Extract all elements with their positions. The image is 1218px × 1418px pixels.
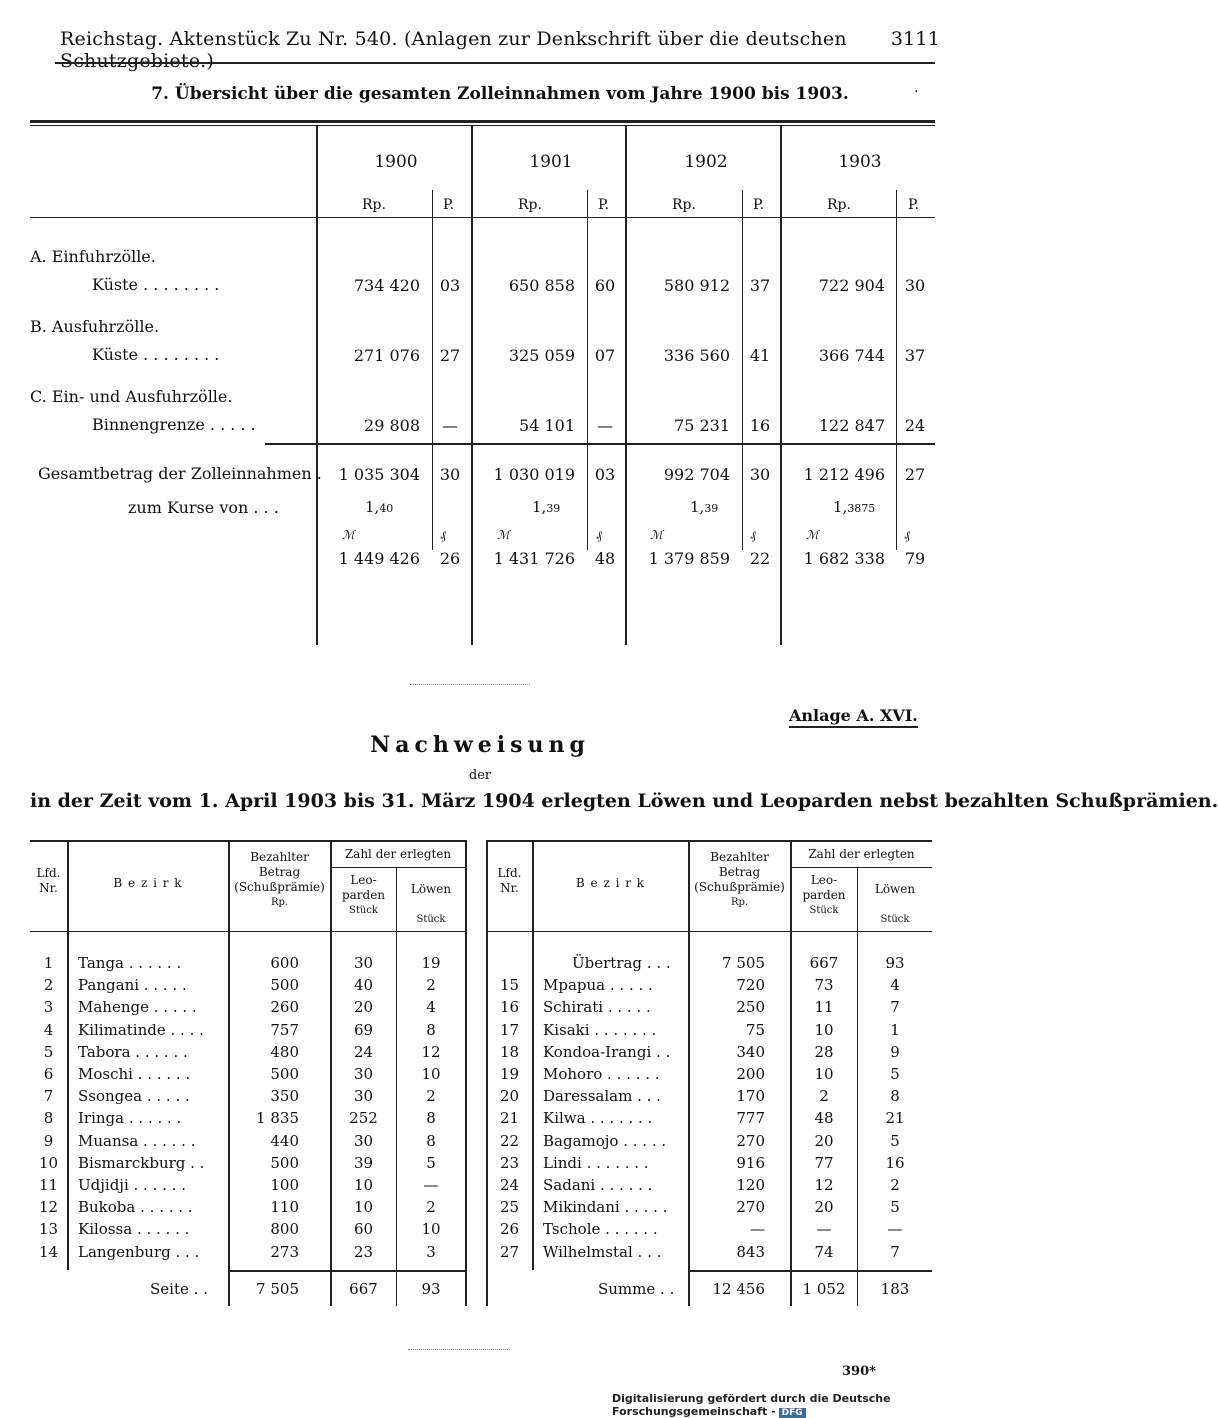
row-number: 24 [499, 1176, 520, 1194]
row-betrag: 480 [270, 1042, 299, 1061]
mark-total: 1 682 338 [803, 549, 885, 568]
pfennig-sign: ₰ [440, 528, 446, 542]
year-header: 1902 [684, 152, 728, 172]
row-betrag: — [750, 1220, 765, 1239]
year-header: 1900 [374, 152, 418, 172]
row-bezirk: Iringa . . . . . . [78, 1109, 182, 1128]
row-number: 21 [499, 1109, 520, 1128]
value-rp: 54 101 [519, 416, 575, 435]
col-line [780, 125, 782, 645]
digitization-credit [612, 1392, 1000, 1418]
running-header-title: Reichstag. Aktenstück Zu Nr. 540. (Anlagen zur Denkschrift über die deutschen Schutzgebiete.) [60, 28, 847, 72]
value-rp: 580 912 [663, 276, 730, 295]
row-loewen: 5 [890, 1198, 900, 1217]
row-bezirk: Bismarckburg . . [78, 1153, 205, 1172]
head-loewen: Löwen Stück [874, 882, 916, 925]
head-zahl: Zahl der erlegten [808, 847, 915, 861]
row-loewen: 2 [426, 1198, 436, 1217]
head-leoparden: Leo- parden Stück [341, 873, 386, 916]
row-loewen: 1 [890, 1020, 900, 1039]
row-number: 15 [499, 976, 520, 995]
row-bezirk: Kondoa-Irangi . . [543, 1042, 671, 1061]
value-rp: 366 744 [818, 346, 885, 365]
unit-p: P. [443, 197, 455, 213]
row-loewen: 16 [885, 1153, 905, 1172]
subhead-rule [331, 867, 465, 868]
row-bezirk: Pangani . . . . . [78, 976, 187, 995]
table-sum-rule [265, 443, 935, 445]
row-leoparden: 73 [814, 976, 834, 995]
row-bezirk: Übertrag . . . [572, 954, 671, 972]
row-number: 14 [38, 1242, 59, 1261]
row-betrag: 270 [736, 1131, 765, 1150]
row-betrag: 843 [736, 1242, 765, 1261]
row-leoparden: 20 [814, 1131, 834, 1150]
row-number: 23 [499, 1153, 520, 1172]
row-bezirk: Wilhelmstal . . . [543, 1242, 662, 1261]
value-p: 03 [439, 276, 461, 295]
row-loewen: — [423, 1176, 439, 1194]
row-bezirk: Mikindani . . . . . [543, 1198, 668, 1217]
row-leoparden: 69 [353, 1020, 374, 1039]
unit-rp: Rp. [362, 197, 386, 213]
row-betrag: 500 [270, 1153, 299, 1172]
row-loewen: 10 [421, 1065, 441, 1083]
row-betrag: 7 505 [722, 954, 765, 972]
total-rp: 992 704 [663, 465, 730, 484]
total-p: 30 [749, 465, 771, 484]
value-p: 37 [904, 346, 926, 365]
row-loewen: 12 [421, 1042, 441, 1061]
total-p: 30 [439, 465, 461, 484]
row-bezirk: Schirati . . . . . [543, 998, 651, 1017]
row-leoparden: 30 [353, 1065, 374, 1083]
value-rp: 734 420 [353, 276, 420, 295]
mark-sign: ℳ [650, 528, 663, 542]
value-p: 27 [439, 346, 461, 365]
sum-rule [688, 1270, 932, 1272]
value-rp: 271 076 [353, 346, 420, 365]
row-loewen: 2 [426, 976, 436, 995]
head-bezirk: B e z i r k [575, 876, 646, 890]
rate-value: 1,39 [690, 498, 719, 516]
col-line [67, 840, 69, 1270]
row-betrag: 250 [736, 998, 765, 1017]
row-label: Küste . . . . . . . . [92, 275, 220, 294]
row-loewen: 3 [426, 1242, 436, 1261]
total-rp: 1 212 496 [803, 465, 885, 484]
col-line [316, 125, 318, 645]
pfennig-total: 48 [594, 549, 616, 568]
row-loewen: 4 [426, 998, 436, 1017]
table-head-rule [30, 217, 935, 218]
row-leoparden: 252 [349, 1109, 378, 1128]
row-bezirk: Mpapua . . . . . [543, 976, 653, 995]
row-loewen: 4 [890, 976, 900, 995]
mark-sign: ℳ [342, 528, 355, 542]
row-betrag: 440 [270, 1131, 299, 1150]
rate-value: 1,40 [365, 498, 394, 516]
head-zahl: Zahl der erlegten [344, 847, 452, 861]
header-rule [55, 62, 935, 64]
row-leoparden: 20 [814, 1198, 834, 1217]
rate-value: 1,3875 [833, 498, 876, 516]
row-loewen: 5 [890, 1131, 900, 1150]
row-betrag: 273 [270, 1242, 299, 1261]
row-leoparden: 2 [819, 1087, 829, 1106]
value-p: 30 [904, 276, 926, 295]
rate-label: zum Kurse von . . . [128, 498, 279, 517]
row-number: 13 [38, 1220, 59, 1239]
pfennig-total: 22 [749, 549, 771, 568]
row-bezirk: Bagamojo . . . . . [543, 1131, 667, 1150]
credit-text: Digitalisierung gefördert durch die Deutsche Forschungsgemeinschaft - [612, 1392, 891, 1418]
row-betrag: 100 [270, 1176, 299, 1194]
row-leoparden: 39 [353, 1153, 374, 1172]
row-number: 16 [499, 998, 520, 1017]
unit-rp: Rp. [672, 197, 696, 213]
page-signature: 390* [842, 1364, 876, 1379]
row-betrag: 75 [745, 1020, 765, 1039]
unit-rp: Rp. [827, 197, 851, 213]
title-connector: der [468, 768, 492, 783]
row-leoparden: 30 [353, 954, 374, 972]
pfennig-total: 26 [439, 549, 461, 568]
row-leoparden: 10 [353, 1198, 374, 1217]
row-bezirk: Bukoba . . . . . . [78, 1198, 193, 1217]
page-number-top: 3111 [890, 28, 940, 50]
row-betrag: 200 [736, 1065, 765, 1083]
col-line [532, 840, 534, 1270]
row-loewen: 10 [421, 1220, 441, 1239]
table-top-rule [30, 840, 465, 842]
row-loewen: 7 [890, 1242, 900, 1261]
row-leoparden: 11 [814, 998, 834, 1017]
row-loewen: 93 [885, 954, 905, 972]
value-rp: 650 858 [508, 276, 575, 295]
col-line [625, 125, 627, 645]
row-leoparden: 40 [353, 976, 374, 995]
row-label: Küste . . . . . . . . [92, 345, 220, 364]
value-p: 41 [749, 346, 771, 365]
row-loewen: 5 [426, 1153, 436, 1172]
row-leoparden: 10 [814, 1020, 834, 1039]
value-rp: 29 808 [364, 416, 420, 435]
document-subtitle: in der Zeit vom 1. April 1903 bis 31. März 1904 erlegten Löwen und Leoparden nebst bezahlten Schußprämien. [30, 790, 1218, 812]
row-betrag: 350 [270, 1087, 299, 1106]
row-loewen: 2 [426, 1087, 436, 1106]
row-number: 25 [499, 1198, 520, 1217]
row-betrag: 500 [270, 1065, 299, 1083]
row-number: 3 [43, 998, 54, 1017]
value-rp: 722 904 [818, 276, 885, 295]
sub-col-line [587, 190, 588, 550]
row-bezirk: Tanga . . . . . . [78, 954, 182, 972]
row-bezirk: Moschi . . . . . . [78, 1065, 191, 1083]
head-lfd: Lfd. Nr. [36, 866, 61, 895]
table-top-rule [486, 840, 932, 842]
value-p: — [597, 416, 613, 435]
row-leoparden: 20 [353, 998, 374, 1017]
row-number: 5 [43, 1042, 54, 1061]
row-betrag: 120 [736, 1176, 765, 1194]
row-leoparden: 667 [809, 954, 839, 972]
head-leoparden: Leo- parden Stück [802, 873, 846, 916]
document-title: Nachweisung [370, 732, 590, 758]
mark-total: 1 449 426 [338, 549, 420, 568]
total-label: Gesamtbetrag der Zolleinnahmen . [38, 464, 322, 483]
row-number: 4 [43, 1020, 54, 1039]
row-leoparden: 10 [353, 1176, 374, 1194]
total-p: 27 [904, 465, 926, 484]
value-rp: 75 231 [674, 416, 730, 435]
row-loewen: 2 [890, 1176, 900, 1194]
margin-mark: · [914, 84, 919, 100]
row-betrag: 757 [270, 1020, 299, 1039]
pfennig-sign: ₰ [750, 528, 756, 542]
sum-loewen: 183 [880, 1280, 910, 1298]
row-number: 12 [38, 1198, 59, 1217]
row-betrag: 777 [736, 1109, 765, 1128]
head-bezirk: B e z i r k [113, 876, 183, 890]
row-bezirk: Mahenge . . . . . [78, 998, 197, 1017]
row-label: Binnengrenze . . . . . [92, 415, 256, 434]
total-rp: 1 030 019 [493, 465, 575, 484]
value-rp: 336 560 [663, 346, 730, 365]
row-bezirk: Udjidji . . . . . . [78, 1176, 186, 1194]
row-number: 18 [499, 1042, 520, 1061]
row-bezirk: Muansa . . . . . . [78, 1131, 196, 1150]
row-leoparden: 74 [814, 1242, 834, 1261]
mark-total: 1 431 726 [493, 549, 575, 568]
row-bezirk: Tabora . . . . . . [78, 1042, 188, 1061]
rate-value: 1,39 [532, 498, 561, 516]
year-header: 1903 [838, 152, 882, 172]
sum-leoparden: 1 052 [802, 1280, 846, 1298]
head-loewen: Löwen Stück [410, 882, 452, 925]
mark-sign: ℳ [497, 528, 510, 542]
row-number: 10 [38, 1153, 59, 1172]
pfennig-sign: ₰ [904, 528, 910, 542]
row-number: 20 [499, 1087, 520, 1106]
row-number: 11 [38, 1176, 59, 1194]
row-loewen: 8 [890, 1087, 900, 1106]
row-number: 9 [43, 1131, 54, 1150]
row-betrag: 340 [736, 1042, 765, 1061]
anlage-label: Anlage A. XVI. [789, 706, 918, 728]
row-leoparden: 24 [353, 1042, 374, 1061]
row-bezirk: Kilwa . . . . . . . [543, 1109, 653, 1128]
page-total-betrag: 7 505 [256, 1280, 299, 1298]
sub-col-line [432, 190, 433, 550]
row-betrag: 110 [270, 1198, 299, 1217]
row-bezirk: Lindi . . . . . . . [543, 1153, 649, 1172]
pfennig-total: 79 [904, 549, 926, 568]
head-betrag: Bezahlter Betrag (Schußprämie) Rp. [234, 850, 325, 908]
running-header [60, 28, 940, 72]
row-loewen: 7 [890, 998, 900, 1017]
row-bezirk: Sadani . . . . . . [543, 1176, 653, 1194]
row-number: 8 [43, 1109, 54, 1128]
dfg-logo-icon: DFG [779, 1408, 806, 1418]
row-bezirk: Kilimatinde . . . . [78, 1020, 204, 1039]
row-loewen: 19 [421, 954, 441, 972]
row-bezirk: Ssongea . . . . . [78, 1087, 190, 1106]
row-bezirk: Langenburg . . . [78, 1242, 200, 1261]
page-total-label: Seite . . [150, 1280, 208, 1298]
value-p: 07 [594, 346, 616, 365]
row-loewen: 9 [890, 1042, 900, 1061]
value-p: 16 [749, 416, 771, 435]
sub-col-line [896, 190, 897, 550]
row-loewen: 21 [885, 1109, 905, 1128]
col-line [465, 840, 467, 1306]
row-number: 19 [499, 1065, 520, 1083]
row-leoparden: 12 [814, 1176, 834, 1194]
row-bezirk: Tschole . . . . . . [543, 1220, 658, 1239]
row-bezirk: Mohoro . . . . . . [543, 1065, 660, 1083]
row-bezirk: Kisaki . . . . . . . [543, 1020, 657, 1039]
head-betrag: Bezahlter Betrag (Schußprämie) Rp. [694, 850, 785, 908]
table-top-rule [30, 120, 935, 123]
row-loewen: 8 [426, 1131, 436, 1150]
row-betrag: 170 [736, 1087, 765, 1106]
row-leoparden: 48 [814, 1109, 834, 1128]
mark-sign: ℳ [806, 528, 819, 542]
row-leoparden: 23 [353, 1242, 374, 1261]
value-rp: 325 059 [508, 346, 575, 365]
bottom-separator [408, 1349, 508, 1350]
value-p: 60 [594, 276, 616, 295]
pfennig-sign: ₰ [596, 528, 602, 542]
section-title-zoll: 7. Übersicht über die gesamten Zolleinnahmen vom Jahre 1900 bis 1903. [151, 84, 849, 104]
sum-rule [228, 1270, 465, 1272]
row-number: 27 [499, 1242, 520, 1261]
unit-p: P. [753, 197, 765, 213]
row-leoparden: 30 [353, 1131, 374, 1150]
sum-label: Summe . . [598, 1280, 675, 1298]
row-betrag: 720 [736, 976, 765, 995]
row-leoparden: 60 [353, 1220, 374, 1239]
mark-total: 1 379 859 [648, 549, 730, 568]
table-head-rule [486, 931, 932, 932]
total-p: 03 [594, 465, 616, 484]
group-label: B. Ausfuhrzölle. [30, 317, 160, 336]
page-total-loewen: 93 [421, 1280, 441, 1298]
row-betrag: 500 [270, 976, 299, 995]
group-label: A. Einfuhrzölle. [30, 247, 156, 266]
row-number: 22 [499, 1131, 520, 1150]
row-leoparden: 10 [814, 1065, 834, 1083]
row-loewen: 8 [426, 1020, 436, 1039]
row-bezirk: Daressalam . . . [543, 1087, 661, 1106]
unit-rp: Rp. [518, 197, 542, 213]
value-p: 37 [749, 276, 771, 295]
page-total-leoparden: 667 [349, 1280, 378, 1298]
row-betrag: 800 [270, 1220, 299, 1239]
row-betrag: 260 [270, 998, 299, 1017]
row-number: 2 [43, 976, 54, 995]
year-header: 1901 [529, 152, 573, 172]
sub-col-line [742, 190, 743, 550]
row-number: 7 [43, 1087, 54, 1106]
head-lfd: Lfd. Nr. [497, 866, 522, 895]
row-betrag: 916 [736, 1153, 765, 1172]
row-number: 6 [43, 1065, 54, 1083]
value-rp: 122 847 [818, 416, 885, 435]
row-leoparden: 30 [353, 1087, 374, 1106]
total-rp: 1 035 304 [338, 465, 420, 484]
row-bezirk: Kilossa . . . . . . [78, 1220, 190, 1239]
subhead-rule [792, 867, 932, 868]
row-loewen: 8 [426, 1109, 436, 1128]
value-p: — [442, 416, 458, 435]
table-head-rule [30, 931, 465, 932]
section-separator [410, 684, 530, 685]
row-number: 1 [43, 954, 54, 972]
value-p: 24 [904, 416, 926, 435]
group-label: C. Ein- und Ausfuhrzölle. [30, 387, 233, 406]
row-betrag: 270 [736, 1198, 765, 1217]
sum-betrag: 12 456 [712, 1280, 765, 1298]
row-loewen: — [887, 1220, 903, 1239]
row-betrag: 1 835 [256, 1109, 299, 1128]
col-line [471, 125, 473, 645]
row-loewen: 5 [890, 1065, 900, 1083]
row-leoparden: 28 [814, 1042, 834, 1061]
unit-p: P. [598, 197, 610, 213]
table-top-rule-thin [30, 125, 935, 126]
row-number: 26 [499, 1220, 520, 1239]
row-number: 17 [499, 1020, 520, 1039]
row-leoparden: 77 [814, 1153, 834, 1172]
row-betrag: 600 [270, 954, 299, 972]
unit-p: P. [908, 197, 920, 213]
row-leoparden: — [816, 1220, 832, 1239]
